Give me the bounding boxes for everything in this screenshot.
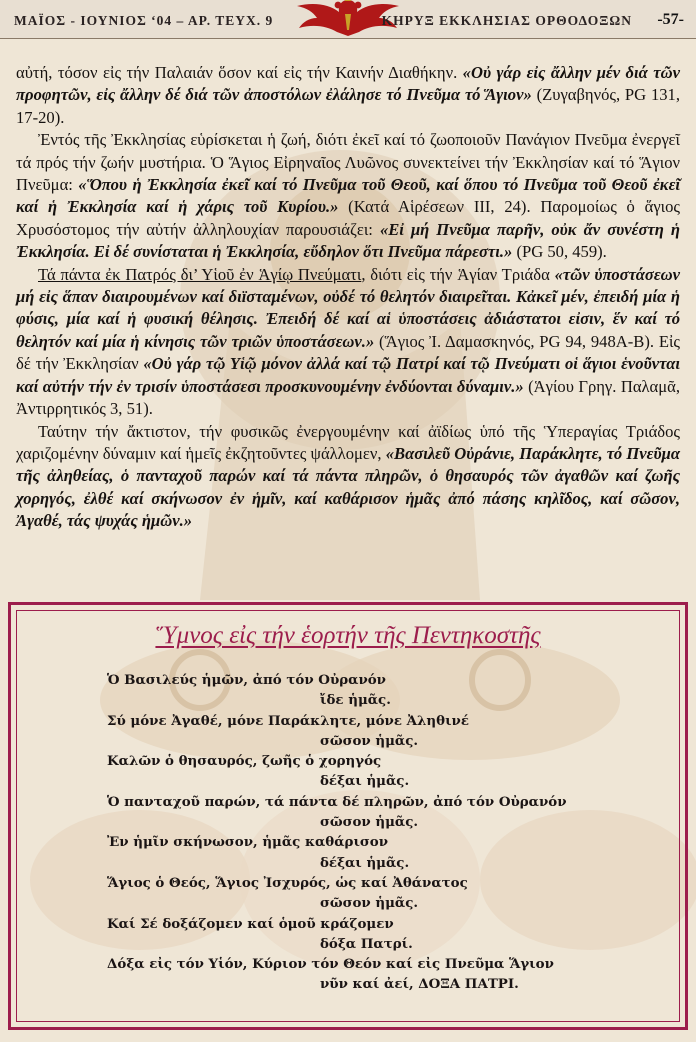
paragraph-text: (PG 50, 459). <box>512 242 607 262</box>
paragraph-text: Ταύτην τήν ἄκτιστον, τήν φυσικῶς ἐνεργουμένην καί ἀϊδίως ὑπό τῆς Ὑπεραγίας Τριάδος χαριζομένην δύναμιν καί ἡμεῖς ἐκζητοῦντες ψάλλομεν, <box>16 421 680 463</box>
hymn-refrain: ἴδε ἡμᾶς. <box>320 692 391 709</box>
paragraph-text: , διότι εἰς τήν Ἁγίαν Τριάδα <box>361 264 555 284</box>
header-publication: ΚΗΡΥΞ ΕΚΚΛΗΣΙΑΣ ΟΡΘΟΔΟΞΩΝ <box>381 13 632 28</box>
hymn-line: Καί Σέ δοξάζομεν καί ὁμοῦ κράζομεν <box>107 915 394 932</box>
quote-text: «Οὐ γάρ εἰς ἄλλην μέν διά τῶν προφητῶν, εἰς ἄλλην δέ διά τῶν ἀποστόλων ἐλάλησε τό Πνεῦμα τό Ἅγιον» <box>16 63 681 105</box>
page-number: -57- <box>657 11 684 28</box>
hymn-refrain: σῶσον ἡμᾶς. <box>320 895 419 912</box>
paragraph-text: Τά πάντα ἐκ Πατρός δι’ Υἱοῦ ἐν Ἁγίῳ Πνεύματι <box>38 264 362 284</box>
header-issue: ΜΑΪΟΣ - ΙΟΥΝΙΟΣ ‘04 – ΑΡ. ΤΕΥΧ. 9 <box>14 13 274 28</box>
hymn-refrain: δόξα Πατρί. <box>320 935 413 952</box>
hymn-refrain: νῦν καί ἀεί, ΔΟΞΑ ΠΑΤΡΙ. <box>320 976 519 993</box>
paragraph-text: (Ἅγιος Ἰ. Δαμασκηνός, PG 94, 948A-B). Εἰς δέ τήν Ἐκκλησίαν <box>16 331 680 374</box>
quote-text: «τῶν ὑποστάσεων μή εἰς ἅπαν διαιρουμένων καί διϊσταμένων, οὐδέ τό θελητόν διαιρεῖται. Κἀκεῖ μέν, ἐπειδή μία ἡ φύσις, μία καί ἡ φυσική θέλησις. Ἐπειδή δέ καί αἱ ὑποστάσεις ἀδιάστατοι εἰσιν, ἕν καί τό θελητόν καί μία ἡ κίνησις τῶν τριῶν ὑποστάσεων.» <box>16 264 681 351</box>
hymn-refrain: δέξαι ἡμᾶς. <box>320 854 410 871</box>
hymn-line: Ἅγιος ὁ Θεός, Ἅγιος Ἰσχυρός, ὡς καί Ἀθάνατος <box>107 874 468 891</box>
hymn-verses <box>107 670 627 995</box>
paragraph-text: (Ζυγαβηνός, PG 131, 17-20). <box>16 85 681 127</box>
hymn-refrain: σῶσον ἡμᾶς. <box>320 814 419 831</box>
hymn-refrain: δέξαι ἡμᾶς. <box>320 773 410 790</box>
paragraph <box>16 62 680 129</box>
hymn-line: Ὁ Βασιλεύς ἡμῶν, ἀπό τόν Οὐρανόν <box>107 672 386 688</box>
hymn-line: Δόξα εἰς τόν Υἱόν, Κύριον τόν Θεόν καί εἰς Πνεῦμα Ἅγιον <box>107 956 554 973</box>
page-header <box>0 0 696 39</box>
quote-text: «Εἰ μή Πνεῦμα παρῆν, οὐκ ἄν συνέστη ἡ Ἐκκλησία. Εἰ δέ συνίσταται ἡ Ἐκκλησία, εὔδηλον ὅτι Πνεῦμα πάρεστι.» <box>16 219 680 262</box>
paragraph-text: Ἐντός τῆς Ἐκκλησίας εὑρίσκεται ἡ ζωή, διότι ἐκεῖ καί τό ζωοποιοῦν Πανάγιον Πνεῦμα ἐνεργεῖ τά πρός τήν ζωήν μυστήρια. Ὁ Ἅγιος Εἰρηναῖος Λυῶνος συνεκτείνει τήν Ἐκκλησίαν καί τό Ἅγιον Πνεῦμα: <box>16 130 680 195</box>
article-body <box>16 62 680 533</box>
paragraph <box>16 129 680 263</box>
hymn-line: Ἐν ἡμῖν σκήνωσον, ἡμᾶς καθάρισον <box>107 834 389 851</box>
hymn-line: Σύ μόνε Ἀγαθέ, μόνε Παράκλητε, μόνε Ἀληθινέ <box>107 712 469 729</box>
quote-text: «Βασιλεῦ Οὐράνιε, Παράκλητε, τό Πνεῦμα τῆς ἀληθείας, ὁ πανταχοῦ παρών καί τά πάντα πληρῶν, ὁ θησαυρός τῶν ἀγαθῶν καί ζωῆς χορηγός, ἐλθέ καί σκήνωσον ἐν ἡμῖν, καί καθάρισον ἡμᾶς ἀπό πάσης κηλῖδος, καί σῶσον, Ἀγαθέ, τάς ψυχάς ἡμῶν.» <box>16 443 680 531</box>
hymn-title: Ὕμνος εἰς τήν ἑορτήν τῆς Πεντηκοστῆς <box>155 622 541 649</box>
paragraph <box>16 264 680 421</box>
paragraph-text: (Κατά Αἱρέσεων ΙΙΙ, 24). Παρομοίως ὁ ἅγιος Χρυσόστομος τήν αὐτήν ἀλληλουχίαν παρουσιάζει: <box>16 197 680 239</box>
paragraph-text: (Ἁγίου Γρηγ. Παλαμᾶ, Ἀντιρρητικός 3, 51). <box>16 376 680 419</box>
hymn-line: Καλῶν ὁ θησαυρός, ζωῆς ὁ χορηγός <box>107 753 382 770</box>
paragraph <box>16 421 680 533</box>
quote-text: «Οὐ γάρ τῷ Υἱῷ μόνον ἀλλά καί τῷ Πατρί καί τῷ Πνεύματι οἱ ἅγιοι ἑνοῦνται καί αὐτήν τήν ἐν τρισίν ὑποστάσεσι προσκυνουμένην ἐνδύονται δύναμιν.» <box>16 354 680 396</box>
quote-text: «Ὅπου ἡ Ἐκκλησία ἐκεῖ καί τό Πνεῦμα τοῦ Θεοῦ, καί ὅπου τό Πνεῦμα τοῦ Θεοῦ ἐκεῖ καί ἡ Ἐκκλησία καί ἡ χάρις τοῦ Κυρίου.» <box>16 175 680 217</box>
hymn-line: Ὁ πανταχοῦ παρών, τά πάντα δέ πληρῶν, ἀπό τόν Οὐρανόν <box>107 793 567 810</box>
paragraph-text: αὐτή, τόσον εἰς τήν Παλαιάν ὅσον καί εἰς τήν Καινήν Διαθήκην. <box>16 63 463 82</box>
hymn-refrain: σῶσον ἡμᾶς. <box>320 732 419 749</box>
